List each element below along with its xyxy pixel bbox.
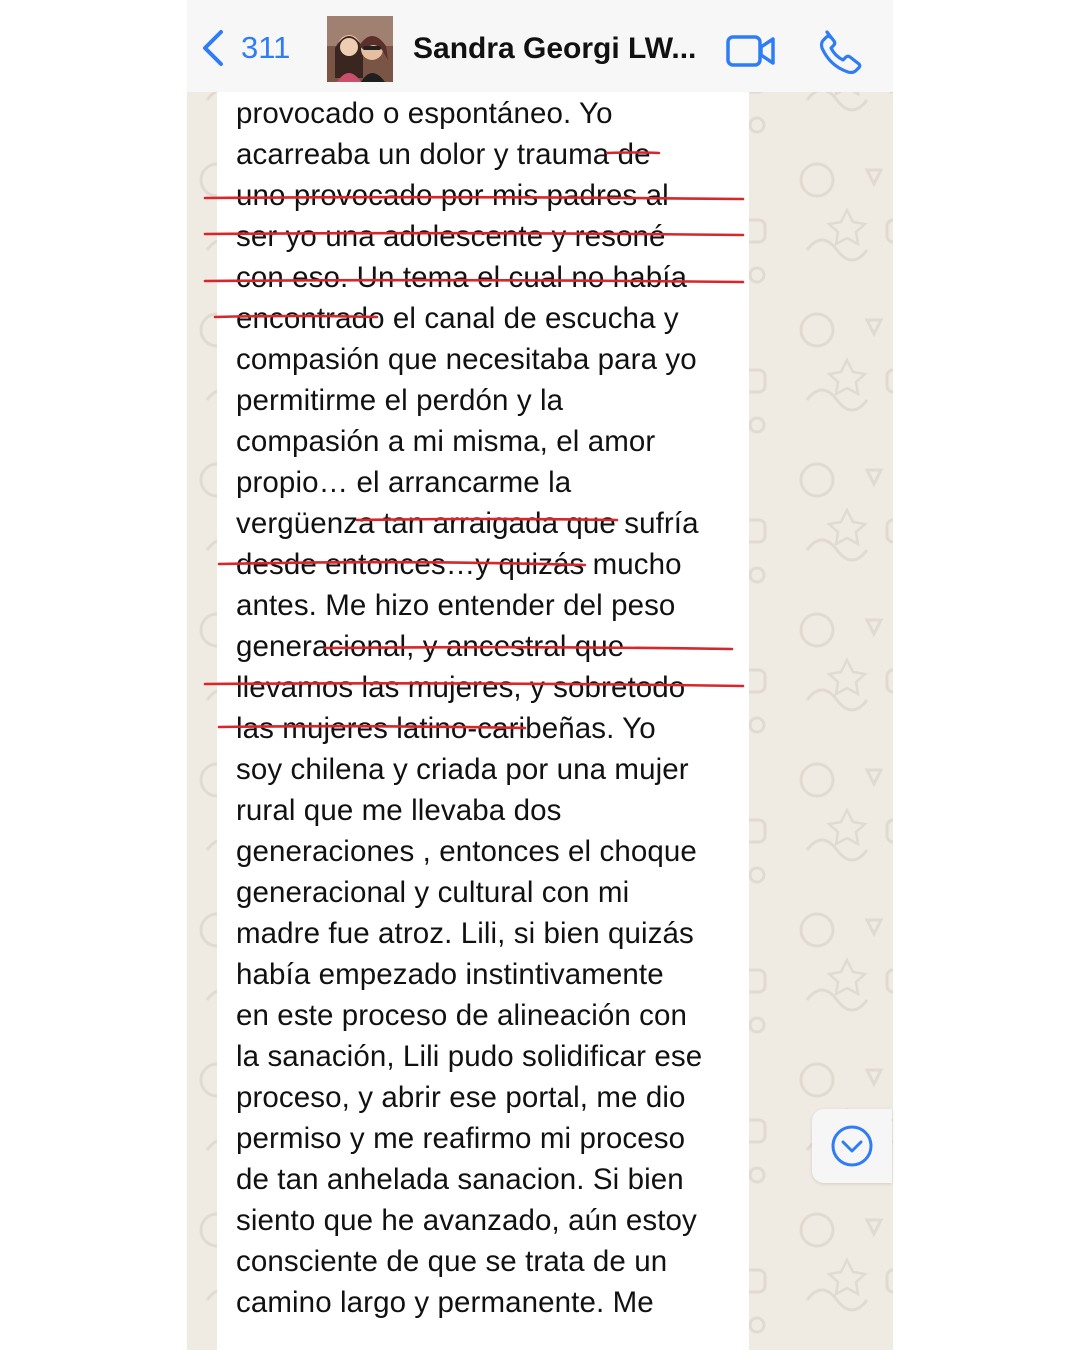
message-line: la sanación, Lili pudo solidificar ese <box>236 1040 703 1073</box>
message-line: permitirme el perdón y la <box>236 384 564 417</box>
message-line: provocado o espontáneo. Yo <box>236 97 613 130</box>
message-line: madre fue atroz. Lili, si bien quizás <box>236 917 694 950</box>
chat-screen <box>187 0 893 1350</box>
message-line: soy chilena y criada por una mujer <box>236 753 689 786</box>
message-line: llevamos las mujeres, y sobretodo <box>236 671 686 704</box>
message-line: consciente de que se trata de un <box>236 1245 668 1278</box>
message-bubble[interactable] <box>217 52 749 1372</box>
avatar-photo <box>327 16 393 82</box>
message-text <box>236 52 746 1323</box>
message-line: antes. Me hizo entender del peso <box>236 589 676 622</box>
phone-icon[interactable] <box>817 28 861 72</box>
contact-avatar[interactable] <box>327 16 393 82</box>
unread-count: 311 <box>241 30 291 65</box>
message-line: proceso, y abrir ese portal, me dio <box>236 1081 686 1114</box>
back-button[interactable] <box>199 22 290 74</box>
message-line: rural que me llevaba dos <box>236 794 562 827</box>
message-line: camino largo y permanente. Me <box>236 1286 654 1319</box>
chevron-down-circle-icon <box>829 1123 875 1169</box>
message-line: ser yo una adolescente y resoné <box>236 220 666 253</box>
message-line: acarreaba un dolor y trauma de <box>236 138 651 171</box>
message-line: uno provocado por mis padres al <box>236 179 669 212</box>
contact-name[interactable]: Sandra Georgi LW... <box>413 32 697 65</box>
message-line: en este proceso de alineación con <box>236 999 688 1032</box>
message-line: permiso y me reafirmo mi proceso <box>236 1122 686 1155</box>
message-list[interactable] <box>187 92 893 1350</box>
video-camera-icon[interactable] <box>725 32 777 70</box>
message-line: encontrado el canal de escucha y <box>236 302 679 335</box>
message-line: había empezado instintivamente <box>236 958 664 991</box>
message-line: vergüenza tan arraigada que sufría <box>236 507 699 540</box>
chat-header <box>187 0 893 92</box>
message-line: siento que he avanzado, aún estoy <box>236 1204 697 1237</box>
message-line: propio… el arrancarme la <box>236 466 572 499</box>
message-line: generacional y cultural con mi <box>236 876 630 909</box>
scroll-to-bottom-button[interactable] <box>812 1109 892 1183</box>
chevron-left-icon <box>199 28 227 68</box>
message-line: las mujeres latino-caribeñas. Yo <box>236 712 656 745</box>
message-line: desde entonces…y quizás mucho <box>236 548 682 581</box>
message-line: con eso. Un tema el cual no había <box>236 261 687 294</box>
message-line: compasión que necesitaba para yo <box>236 343 697 376</box>
message-line: de tan anhelada sanacion. Si bien <box>236 1163 684 1196</box>
message-line: compasión a mi misma, el amor <box>236 425 656 458</box>
message-line: generaciones , entonces el choque <box>236 835 697 868</box>
message-line: generacional, y ancestral que <box>236 630 625 663</box>
